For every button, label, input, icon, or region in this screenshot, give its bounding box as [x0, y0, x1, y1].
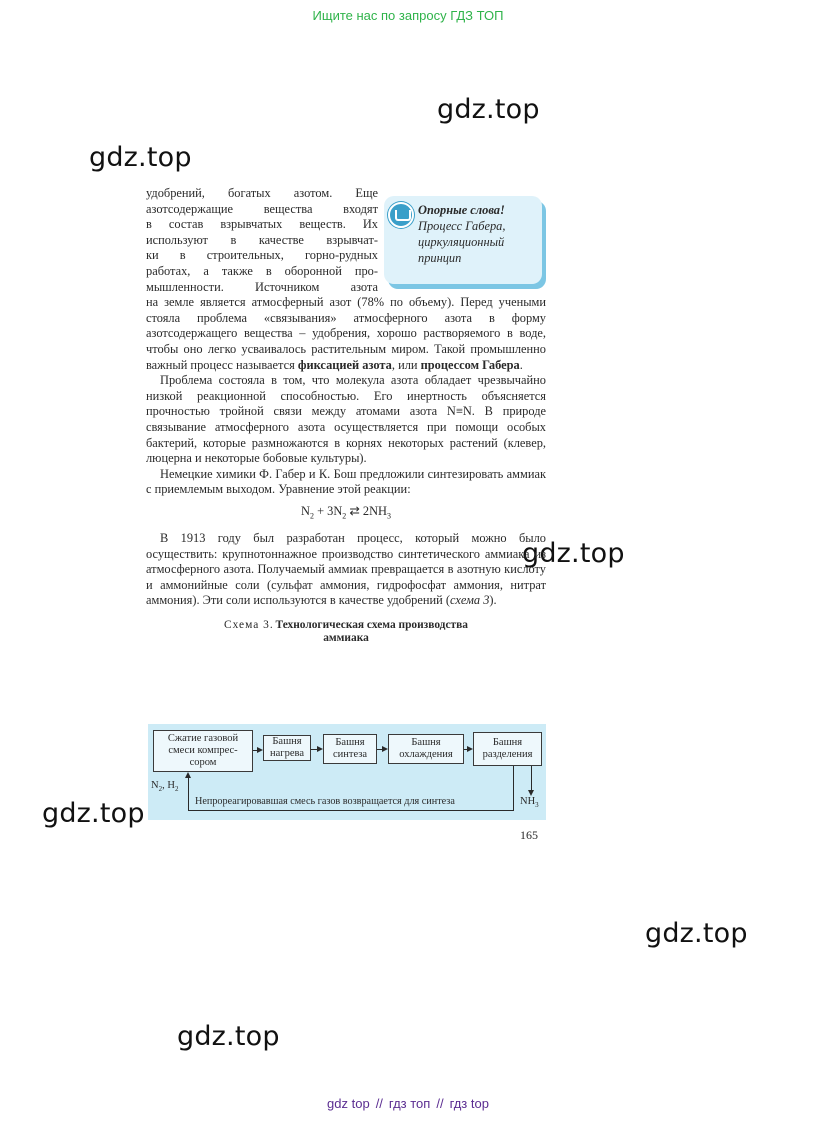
text-line: используют в качестве взрывчат- — [146, 232, 378, 247]
watermark: gdz.top — [437, 94, 540, 125]
scheme-caption: Схема 3. Технологическая схема производства аммиака — [224, 618, 468, 644]
textbook-page — [146, 186, 546, 645]
footer-separator: // — [375, 1096, 383, 1111]
equilibrium-arrow: ⇄ — [346, 503, 363, 518]
reaction-equation: $N_2 + 3N_2$ ⇄ $2NH_3$ — [301, 503, 391, 521]
node-compression: Сжатие газовой смеси компрес-сором — [153, 730, 253, 772]
node-synthesis-tower: Башня синтеза — [323, 734, 377, 764]
term-nitrogen-fixation: фиксацией азота — [297, 357, 392, 372]
keyword-line: принцип — [418, 251, 462, 265]
footer-link[interactable]: гдз top — [449, 1096, 489, 1111]
flow-arrow-head — [382, 746, 388, 752]
flow-arrow-head — [467, 746, 473, 752]
paragraph-2: Проблема состояла в том, что молекула азота обладает чрезвычайно низкой реакционной способностью. Его инертность объясняется прочностью тройной связи между атомами азота N≡N. В природе связывание атмосферного азота осуществляется при помощи особых бактерий, которые размножаются в корнях некоторых растений (клевер, люцерна и некоторые бобовые культуры). — [146, 373, 546, 466]
paragraph-1-continued: на земле является атмосферный азот (78% по объему). Перед учеными стояла проблема «связывания» атмосферного азота в форму азотсодержащего вещества – удобрения, хорошо растворяемого в воде, чтобы оно легко усваивалось растительным миром. Такой промышленно важный процесс называется фиксацией азота, или процессом Габера. — [146, 295, 546, 372]
flow-arrow-head — [257, 747, 263, 753]
text-line: азотсодержащие вещества входят — [146, 201, 378, 216]
recycle-line — [188, 810, 514, 811]
output-label: $NH_3$ — [520, 796, 539, 810]
footer-separator: // — [436, 1096, 444, 1111]
recycle-label: Непрореагировавшая смесь газов возвращается для синтеза — [195, 796, 455, 807]
keyword-line: циркуляционный — [418, 235, 505, 249]
search-hint-link[interactable]: Ищите нас по запросу ГДЗ ТОП — [312, 8, 504, 23]
text-line: работах, а также в оборонной про- — [146, 263, 378, 278]
term-haber-process: процессом Габера — [420, 357, 520, 372]
paragraph-4: В 1913 году был разработан процесс, который можно было осуществить: крупнотоннажное производство синтетического аммиака из атмосферного азота. Получаемый аммиак превращается в азотную кислоту и аммонийные соли (сульфат аммония, гидрофосфат аммония, нитрат аммония). Эти соли используются в качестве удобрений (схема 3). — [146, 530, 546, 608]
ammonia-production-diagram — [148, 724, 546, 820]
node-separation-tower: Башня разделения — [473, 732, 542, 766]
watermark: gdz.top — [522, 538, 625, 569]
node-cooling-tower: Башня охлаждения — [388, 734, 464, 764]
text-line: удобрений, богатых азотом. Еще — [146, 186, 378, 200]
text-line: мышленности. Источником азота — [146, 279, 378, 294]
output-arrow — [531, 766, 532, 790]
watermark: gdz.top — [42, 798, 145, 829]
flow-arrow-head — [317, 746, 323, 752]
paragraph-intro-narrow — [146, 186, 378, 295]
recycle-arrow-head — [185, 772, 191, 778]
watermark: gdz.top — [645, 918, 748, 949]
watermark: gdz.top — [89, 142, 192, 173]
keywords-title: Опорные слова! — [418, 203, 505, 217]
text-line: ки в строительных, горно-рудных — [146, 248, 378, 263]
text-line: в состав взрывчатых веществ. Их — [146, 217, 378, 232]
page-number: 165 — [520, 828, 538, 842]
recycle-line — [188, 778, 189, 810]
node-heating-tower: Башня нагрева — [263, 735, 311, 761]
footer-link[interactable]: gdz top — [327, 1096, 370, 1111]
footer-links — [0, 1096, 816, 1111]
keyword-line: Процесс Габера, — [418, 219, 506, 233]
footer-link[interactable]: гдз топ — [388, 1096, 431, 1111]
paragraph-3: Немецкие химики Ф. Габер и К. Бош предложили синтезировать аммиак с приемлемым выходом. Уравнение этой реакции: — [146, 466, 546, 497]
input-gases-label: $N_2$, $H_2$ — [151, 780, 179, 794]
recycle-line — [513, 766, 514, 810]
watermark: gdz.top — [177, 1021, 280, 1052]
